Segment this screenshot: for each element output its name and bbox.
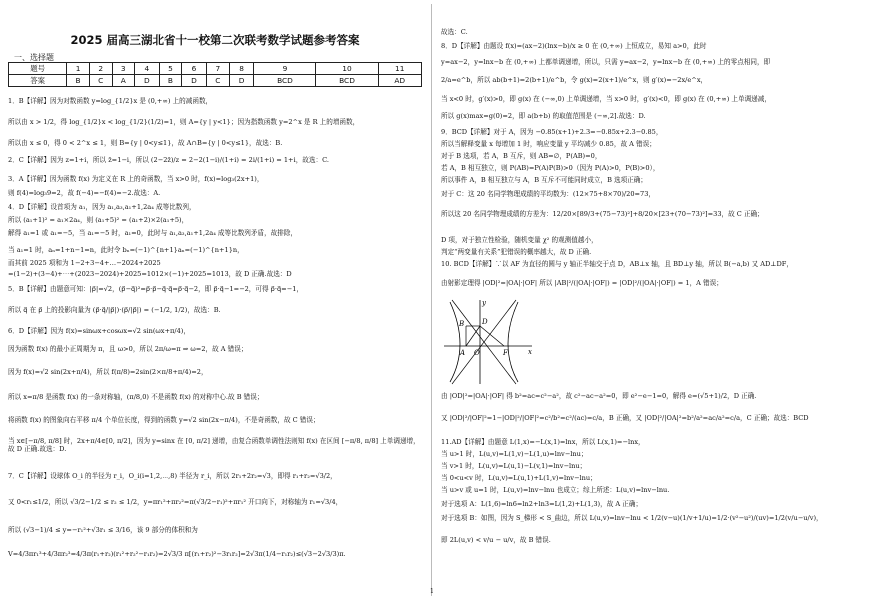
paragraph: 对于 B 选项，若 A，B 互斥，则 AB=∅，P(AB)=0， [441,152,602,160]
paragraph: 因为函数 f(x) 的最小正周期为 π，且 ω>0，所以 2π/ω=π ⇒ ω=2，故 A 错误； [8,345,248,353]
table-cell: 5 [159,63,181,75]
paragraph: 解得 a₁=1 或 a₁=−5，当 a₁=−5 时，a₁=0，此时与 a₁,a₃,a₁+1,2a₄ 成等比数列矛盾，故排除， [8,229,298,237]
table-cell: BCD [316,75,378,87]
paragraph: 当 v>1 时，L(u,v)=L(u,1)−L(v,1)=lnv−lnu； [441,462,587,470]
paragraph: D 项，对于独立性检验，随机变量 χ² 的观测值越小， [441,236,598,244]
table-cell: D [229,75,254,87]
table-cell: C [206,75,229,87]
paragraph: 所以这 20 名同学物理成绩的方差为：12/20×[89/3+(75−73)²]+8/20×[23+(70−73)²]=33，故 C 正确； [441,210,764,218]
label-a: A [460,349,466,357]
paragraph: 当 0<u<v 时，L(u,v)=L(u,1)+L(1,v)=lnv−lnu； [441,474,597,482]
paragraph: y=ax−2，y=lnx−b 在 (0,+∞) 上都单调递增，所以，只需 y=ax−2，y=lnx−b 在 (0,+∞) 上的零点相同，即 [441,58,771,66]
table-cell: C [89,75,112,87]
label-d: D [482,318,488,326]
label-f: F [503,349,508,357]
paragraph: 9．BCD【详解】对于 A，因为 −0.85(x+1)+2.3=−0.85x+2.3−0.85， [441,128,663,136]
table-cell: BCD [254,75,316,87]
paragraph: 当 x<0 时，g′(x)>0，即 g(x) 在 (−∞,0) 上单调递增，当 x>0 时，g′(x)<0，即 g(x) 在 (0,+∞) 上单调递减， [441,95,771,103]
table-cell: 9 [254,63,316,75]
page-title: 2025 届高三湖北省十一校第二次联考数学试题参考答案 [70,33,360,47]
table-row-answers [9,75,422,87]
paragraph: 当 u>1 时，L(u,v)=L(1,v)−L(1,u)=lnv−lnu； [441,450,588,458]
table-cell: 11 [378,63,421,75]
hyperbola-left-branch [450,302,460,382]
paragraph: 而其前 2025 项和为 1−2+3−4+…−2024+2025 [8,259,161,267]
paragraph: 所以 (a₁+1)² = a₁×2a₄，则 (a₁+5)² = (a₁+2)×2(a₁+5)， [8,216,189,224]
paragraph: 对于 C：这 20 名同学物理成绩的平均数为：(12×75+8×70)/20=73， [441,190,656,198]
table-row-numbers [9,63,422,75]
paragraph: 当 a₁=1 时，aₙ=1+n−1=n，此时令 bₙ=(−1)^{n+1}aₙ=(−1)^{n+1}n， [8,246,244,254]
table-cell: 答案 [9,75,67,87]
table-cell: 8 [229,63,254,75]
paragraph: 所以由 x > 1/2，得 log_{1/2}x < log_{1/2}(1/2)=1，则 A={y | y<1}；因为指数函数 y=2^x 是 R 上的增函数， [8,118,360,126]
paragraph: 对于选项 B：如图，因为 S_梯形 < S_曲边，所以 L(u,v)=lnv−lnu < 1/2(v−u)(1/v+1/u)=1/2·(v²−u²)/(uv)=1/2(v/u−u/v)， [441,514,823,522]
hyperbola-right-branch [508,302,518,382]
paragraph: 7．C【详解】设球体 O_i 的半径为 r_i，O_i(i=1,2,⋯,8) 半径为 r_i，所以 2r₁+2r₂=√3，即得 r₁+r₂=√3/2， [8,472,337,480]
paragraph: 又 |OD|²/|OF|²=1−|OD|²/|OF|²=c²/b²=c²/(ac)=c/a，B 正确，又 |OD|²/|OA|²=b²/a²=ac/a²=c/a，C 正确；故选：BCD [441,414,809,422]
table-cell: 7 [206,63,229,75]
paragraph: V=4/3πr₁³+4/3πr₂³=4/3π(r₁+r₂)(r₁²+r₂²−r₁r₂)=2√3/3 π[(r₁+r₂)²−3r₁r₂]=2√3π(1/4−r₁r₂)≤(√3−2√3/3)π. [8,550,346,558]
paragraph: 因为 f(x)=√2 sin(2x+π/4)，所以 f(π/8)=2sin(2×π/8+π/4)=2， [8,368,208,376]
paragraph: 5．B【详解】由题意可知：|p⃗|=√2，(p⃗−q⃗)²=p⃗·p⃗−q⃗·q⃗=p⃗·q⃗−2，即 p⃗·q⃗−1=−2，可得 p⃗·q⃗=−1， [8,285,303,293]
table-cell: 题号 [9,63,67,75]
table-cell: 1 [67,63,89,75]
left-column [0,0,430,602]
table-cell: 10 [316,63,378,75]
table-cell: B [159,75,181,87]
paragraph: 对于选项 A：L(1,6)=ln6=ln2+ln3=L(1,2)+L(1,3)，故 A 正确； [441,500,643,508]
section-heading: 一、选择题 [14,53,54,62]
paragraph: 4．D【详解】设首项为 a₁，因为 a₁,a₃,a₁+1,2a₄ 成等比数列， [8,203,196,211]
column-divider [431,4,432,596]
table-cell: A [112,75,134,87]
page-number: 1 [430,588,434,595]
paragraph: =(1−2)+(3−4)+⋯+(2023−2024)+2025=1012×(−1)+2025=1013，故 D 正确.故选：D [8,270,292,278]
table-cell: 3 [112,63,134,75]
paragraph: 由射影定理得 |OD|²=|OA|·|OF| 所以 |AB|²/(|OA|·|OF|) = |OD|²/(|OA|·|OF|) = 1，A 错误； [441,279,723,287]
paragraph: 则 f(4)=log₃9=2，故 f(−4)=−f(4)=−2.故选：A. [8,189,161,197]
label-b: B [459,320,465,328]
paragraph: 所以 x=π/8 是函数 f(x) 的一条对称轴，(π/8,0) 不是函数 f(x) 的对称中心.故 B 错误； [8,393,264,401]
paragraph: 8．D【详解】由题设 f(x)=(ax−2)(lnx−b)/x ≥ 0 在 (0,+∞) 上恒成立，易知 a>0，此时 [441,42,707,50]
paragraph: 若 A，B 相互独立，则 P(AB)=P(A)P(B)>0（因为 P(A)>0，P(B)>0）， [441,164,660,172]
table-cell: D [182,75,207,87]
paragraph: 判定“两变量有关系”犯错误的概率越大，故 D 正确. [441,248,592,256]
table-cell: 2 [89,63,112,75]
paragraph: 1．B【详解】因为对数函数 y=log_{1/2}x 是 (0,+∞) 上的减函数， [8,97,213,105]
paragraph: 当 u>v 或 u=1 时，L(u,v)=lnv−lnu 也成立；综上所述：L(u,v)=lnv−lnu. [441,486,670,494]
answer-table [8,62,422,87]
table-cell: B [67,75,89,87]
paragraph: 2/a=e^b，所以 ab(b+1)=2(b+1)/e^b，令 g(x)=2(x+1)/e^x，则 g′(x)=−2x/e^x， [441,76,708,84]
paragraph: 所以由 x ≤ 0，得 0 < 2^x ≤ 1，则 B={y | 0<y≤1}，故 A∩B={y | 0<y≤1}，故选：B. [8,139,283,147]
paragraph: 所以事件 A，B 相互独立与 A，B 互斥不可能同时成立，B 选项正确； [441,176,647,184]
paragraph: 当 x∈[−π/8, π/8] 时，2x+π/4∈[0, π/2]，因为 y=sinx 在 [0, π/2] 递增，由复合函数单调性法则知 f(x) 在区间 [−π/8, π/8] 上单调递增，故 D 正确.故选：D. [8,437,420,454]
paragraph: 所以 q⃗ 在 p⃗ 上的投影向量为 (p⃗·q⃗/|p⃗|)·(p⃗/|p⃗|) = (−1/2, 1/2)，故选：B. [8,306,221,314]
paragraph: 即 2L(u,v) < v/u − u/v，故 B 错误. [441,536,551,544]
table-cell: D [134,75,159,87]
paragraph: 又 0<r₁≤1/2，所以 √3/2−1/2 ≤ r₂ ≤ 1/2，y=πr₁²+πr₂²=π(√3/2−r₁)²+πr₁² 开口向下，对称轴为 r₁=√3/4， [8,498,343,506]
paragraph: 10. BCD【详解】∵以 AF 为直径的圆与 y 轴正半轴交于点 D，AB⊥x 轴，且 BD⊥y 轴，所以 B(−a,b) 又 AD⊥DF， [441,260,793,268]
paragraph: 由 |OD|²=|OA|·|OF| 得 b²=ac=c²−a²，故 c²−ac−a²=0，即 e²−e−1=0，解得 e=(√5+1)/2，D 正确. [441,392,757,400]
paragraph: 2．C【详解】因为 z=1+i，所以 z̄=1−i，所以 (2−2z̄)/z = 2−2(1−i)/(1+i) = 2i/(1+i) = 1+i，故选：C. [8,156,329,164]
paragraph: 所以 g(x)max=g(0)=2，即 a(b+b) 的取值范围是 (−∞,2].故选：D. [441,112,646,120]
segment-ad [466,326,480,346]
paragraph: 所以当解释变量 x 每增加 1 时，响应变量 y 平均减少 0.85，故 A 错误； [441,140,656,148]
table-cell: 6 [182,63,207,75]
table-cell: AD [378,75,421,87]
label-x: x [528,348,532,356]
hyperbola-figure [440,296,536,386]
paragraph: 故选：C. [441,28,468,36]
paragraph: 3．A【详解】因为函数 f(x) 为定义在 R 上的奇函数，当 x>0 时，f(x)=log₃(2x+1)， [8,175,264,183]
label-o: O [474,349,480,357]
paragraph: 11.AD【详解】由题意 L(1,x)=−L(x,1)=lnx，所以 L(x,1)=−lnx， [441,438,645,446]
table-cell: 4 [134,63,159,75]
label-y: y [482,299,486,307]
paragraph: 将函数 f(x) 的图象向右平移 π/4 个单位长度，得到的函数 y=√2 sin(2x−π/4)，不是奇函数，故 C 错误； [8,416,320,424]
paragraph: 所以 (√3−1)/4 ≤ y=−r₁²+√3r₁ ≤ 3/16，该 9 部分的体积和为 [8,526,198,534]
paragraph: 6．D【详解】因为 f(x)=sinωx+cosωx=√2 sin(ωx+π/4)， [8,327,190,335]
